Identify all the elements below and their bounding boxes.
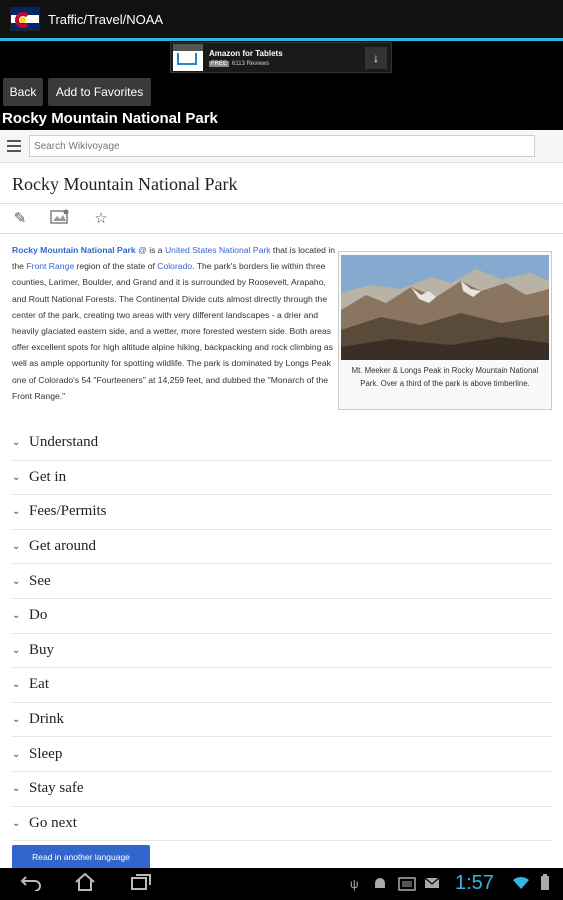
chevron-down-icon: ⌄ — [12, 437, 21, 449]
section-drink[interactable] — [12, 703, 552, 738]
wifi-icon — [512, 876, 530, 893]
tools-divider — [0, 233, 563, 234]
section-list — [12, 426, 552, 841]
search-bar — [0, 130, 563, 163]
menu-icon[interactable] — [7, 140, 21, 152]
image-icon[interactable] — [50, 209, 70, 227]
section-label: Do — [29, 607, 48, 624]
add-to-favorites-button[interactable]: Add to Favorites — [48, 78, 151, 106]
back-nav-icon[interactable] — [20, 873, 42, 896]
image-caption: Mt. Meeker & Longs Peak in Rocky Mountain National Park. Over a third of the park is above timberline. — [351, 366, 539, 388]
read-in-another-language-button[interactable]: Read in another language — [12, 845, 150, 868]
section-understand[interactable] — [12, 426, 552, 461]
chevron-down-icon: ⌄ — [12, 748, 21, 760]
action-bar — [0, 0, 563, 38]
intro-text-2: that is located in the — [12, 245, 336, 272]
section-label: Eat — [29, 676, 49, 693]
intro-text-1: is a — [146, 245, 165, 255]
app-title: Traffic/Travel/NOAA — [48, 11, 164, 27]
section-label: Fees/Permits — [29, 503, 107, 520]
title-divider — [0, 203, 563, 204]
edit-icon[interactable]: ✎ — [13, 210, 27, 227]
chevron-down-icon: ⌄ — [12, 541, 21, 553]
section-buy[interactable] — [12, 634, 552, 669]
recent-apps-nav-icon[interactable] — [130, 873, 152, 896]
amazon-cart-icon — [173, 44, 203, 71]
screenshot-icon — [398, 877, 416, 894]
chevron-down-icon: ⌄ — [12, 714, 21, 726]
section-label: Get in — [29, 468, 67, 485]
section-label: Go next — [29, 814, 77, 831]
chevron-down-icon: ⌄ — [12, 817, 21, 829]
colorado-flag-icon[interactable] — [10, 7, 40, 31]
mountain-photo[interactable] — [341, 255, 549, 360]
battery-icon — [540, 874, 550, 893]
ad-title: Amazon for Tablets — [209, 48, 283, 58]
section-get-around[interactable] — [12, 530, 552, 565]
section-eat[interactable] — [12, 668, 552, 703]
intro-text-3: region of the state of — [74, 261, 158, 272]
section-go-next[interactable] — [12, 807, 552, 842]
section-stay-safe[interactable] — [12, 772, 552, 807]
link-front-range[interactable]: Front Range — [26, 261, 75, 272]
action-bar-divider — [0, 38, 563, 41]
back-button[interactable]: Back — [3, 78, 43, 106]
link-national-park[interactable]: United States National Park — [164, 245, 271, 255]
chevron-down-icon: ⌄ — [12, 471, 21, 483]
ad-banner[interactable] — [170, 42, 392, 73]
section-label: Sleep — [29, 745, 63, 762]
chevron-down-icon: ⌄ — [12, 783, 21, 795]
chevron-down-icon: ⌄ — [12, 575, 21, 587]
star-icon[interactable]: ☆ — [94, 210, 108, 227]
section-label: See — [29, 572, 51, 589]
section-see[interactable] — [12, 564, 552, 599]
home-nav-icon[interactable] — [74, 873, 96, 896]
section-fees-permits[interactable] — [12, 495, 552, 530]
chevron-down-icon: ⌄ — [12, 679, 21, 691]
chevron-down-icon: ⌄ — [12, 610, 21, 622]
mail-icon — [424, 877, 440, 892]
system-nav-bar — [0, 868, 563, 900]
ad-free-badge: FREE — [211, 60, 228, 67]
ad-subtitle — [209, 61, 283, 67]
section-label: Get around — [29, 538, 97, 555]
page-heading: Rocky Mountain National Park — [2, 110, 218, 127]
section-label: Buy — [29, 641, 55, 658]
section-label: Drink — [29, 711, 64, 728]
chevron-down-icon: ⌄ — [12, 644, 21, 656]
section-label: Understand — [29, 434, 99, 451]
link-park[interactable]: Rocky Mountain National Park — [12, 245, 136, 255]
external-link-icon[interactable]: @ — [138, 245, 147, 255]
android-icon — [372, 877, 388, 894]
article-title: Rocky Mountain National Park — [12, 174, 238, 194]
webview — [0, 130, 563, 868]
section-sleep[interactable] — [12, 737, 552, 772]
search-input[interactable] — [29, 135, 535, 157]
clock: 1:57 — [455, 872, 494, 894]
section-label: Stay safe — [29, 780, 84, 797]
section-get-in[interactable] — [12, 461, 552, 496]
ad-text — [209, 49, 283, 67]
chevron-down-icon: ⌄ — [12, 506, 21, 518]
intro-paragraph — [12, 242, 338, 404]
usb-icon: ψ — [350, 877, 359, 891]
download-icon[interactable]: ↓ — [365, 47, 387, 69]
link-colorado[interactable]: Colorado — [157, 261, 193, 272]
section-do[interactable] — [12, 599, 552, 634]
image-thumbnail[interactable] — [338, 251, 552, 410]
intro-text-4: . The park's borders lie within three counties, Larimer, Boulder, and Grand and it is surrounded by Roosevelt, Arapaho, and Routt National Forests. The Continental Divide cuts almost directly through the center of the park, creating two areas with very different landscapes - a drier and heavily glaciated eastern side, and a wetter, more forested western side. Both areas offer excellent spots for high altitude alpine hiking, backpacking and rock climbing as well as ample opportunity for spotting wildlife. The park is dominated by Longs Peak one of Colorado's 54 "Fourteeners" at 14,259 feet, and dubbed the "Monarch of the Front Range." — [12, 261, 333, 401]
ad-reviews: 6113 Reviews — [232, 60, 270, 67]
